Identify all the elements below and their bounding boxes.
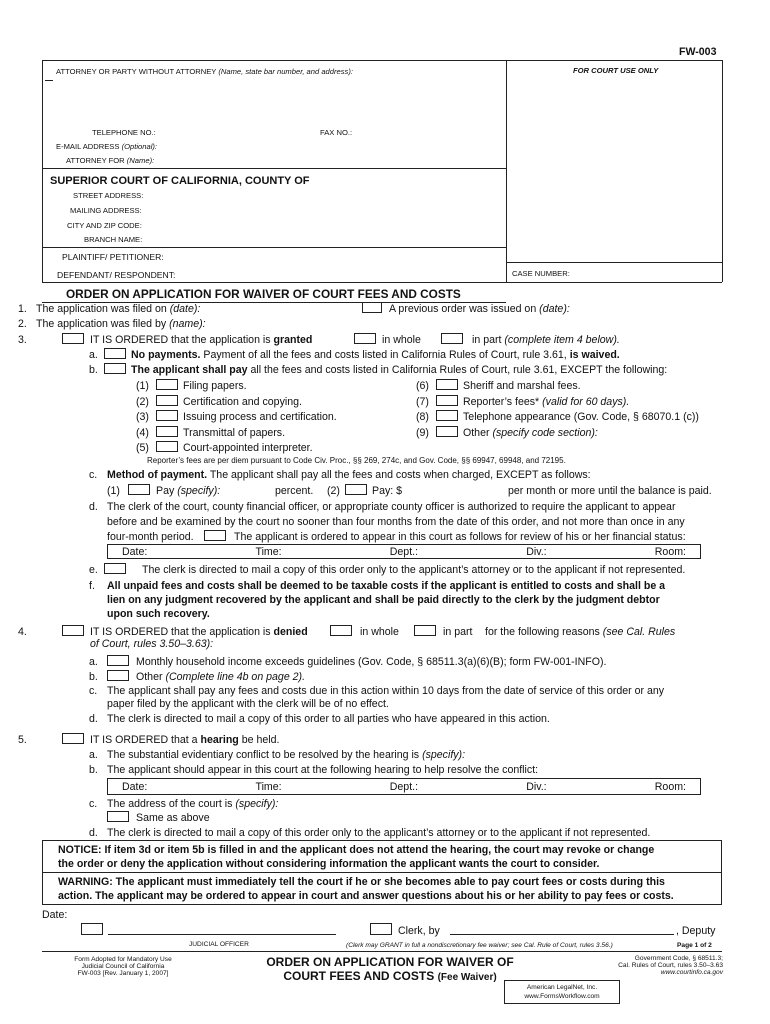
denied-in-part-checkbox[interactable] [414, 625, 436, 636]
item-4a-letter: a. [89, 656, 98, 668]
attorney-for-text: ATTORNEY FOR [66, 156, 125, 165]
item-3-granted: granted [273, 334, 313, 346]
item-5b-text: The applicant should appear in this court at the following hearing to help resolve the conflict: [107, 764, 539, 776]
income-exceeds-checkbox[interactable] [107, 655, 129, 666]
footer-title-sub: (Fee Waiver) [437, 972, 497, 983]
court-name: SUPERIOR COURT OF CALIFORNIA, COUNTY OF [50, 175, 310, 187]
hearing-room-label: Room: [654, 780, 686, 793]
is-waived-label: is waived. [569, 349, 620, 361]
branch-name-label: BRANCH NAME: [84, 235, 143, 244]
other-code-checkbox[interactable] [436, 426, 458, 437]
telephone-label: TELEPHONE NO.: [92, 128, 156, 137]
telephone-appearance-checkbox[interactable] [436, 410, 458, 421]
no-payments-label: No payments. [131, 349, 201, 361]
clerk-signature-line [450, 934, 674, 935]
sub-3-number: (3) [136, 411, 149, 423]
item-4c-letter: c. [89, 685, 98, 697]
footer-left [48, 956, 198, 977]
city-zip-label: CITY AND ZIP CODE: [67, 221, 142, 230]
item-5-text [90, 734, 279, 746]
caption-bottom-border [42, 282, 722, 283]
notice-warning-divider [42, 872, 722, 873]
mailing-address-label: MAILING ADDRESS: [70, 206, 142, 215]
page-number: Page 1 of 2 [677, 942, 712, 949]
denied-in-part-label: in part [443, 626, 473, 638]
percent-label: percent. [275, 485, 314, 497]
item-3b-checkbox[interactable] [104, 363, 126, 374]
email-label-optional: (Optional): [121, 142, 158, 151]
item-5d-letter: d. [89, 827, 98, 839]
item-3d-line-3b: The applicant is ordered to appear in this court as follows for review of his or her financial status: [234, 531, 686, 543]
transmittal-checkbox[interactable] [156, 426, 178, 437]
judicial-officer-checkbox[interactable] [81, 923, 103, 935]
filing-papers-label: Filing papers. [183, 380, 247, 392]
sub-8-number: (8) [416, 411, 429, 423]
item-3b-letter: b. [89, 364, 98, 376]
review-time-label: Time: [255, 545, 282, 558]
denied-in-whole-label: in whole [360, 626, 399, 638]
item-5-checkbox[interactable] [62, 733, 84, 744]
item-4c-line-1: The applicant shall pay any fees and costs due in this action within 10 days from the date of service of this order or any [107, 685, 665, 697]
attorney-for-sub: (Name): [126, 156, 155, 165]
other-code-label: Other [463, 427, 490, 439]
method-of-payment-label: Method of payment. [107, 469, 208, 481]
item-3d-letter: d. [89, 501, 98, 513]
attorney-label-text: ATTORNEY OR PARTY WITHOUT ATTORNEY [56, 67, 217, 76]
item-3c-body: The applicant shall pay all the fees and costs when charged, EXCEPT as follows: [209, 469, 591, 481]
item-3a-body: Payment of all the fees and costs listed in California Rules of Court, rule 3.61, [203, 349, 567, 361]
item-4-number: 4. [18, 626, 27, 638]
deputy-label: , Deputy [676, 925, 716, 937]
footer-title-line-2 [258, 969, 522, 985]
hearing-time-label: Time: [255, 780, 282, 793]
judicial-officer-line [108, 934, 336, 935]
same-as-above-checkbox[interactable] [107, 811, 129, 822]
issuing-process-label: Issuing process and certification. [183, 411, 337, 423]
item-3b-text [131, 364, 667, 376]
attorney-mark [45, 80, 53, 81]
item-1-date-label: (date): [169, 303, 201, 315]
sheriff-checkbox[interactable] [436, 379, 458, 390]
item-5c-text [107, 798, 278, 810]
item-5a-text [107, 749, 465, 761]
item-2-number: 2. [18, 318, 27, 330]
case-number-label: CASE NUMBER: [512, 269, 570, 278]
pay-monthly-checkbox[interactable] [345, 484, 367, 495]
per-month-label: per month or more until the balance is paid. [508, 485, 712, 497]
hearing-date-label: Date: [122, 780, 148, 793]
court-use-label: FOR COURT USE ONLY [573, 66, 659, 75]
sub-1-number: (1) [136, 380, 149, 392]
item-3-number: 3. [18, 334, 27, 346]
previous-order-checkbox[interactable] [362, 302, 382, 313]
denial-reasons-text [485, 626, 675, 638]
notice-line-2: the order or deny the application without considering information the applicant wants the court to consider. [58, 858, 600, 870]
item-3c-letter: c. [89, 469, 98, 481]
item-4-text [90, 626, 308, 638]
item-3c-text [107, 469, 591, 481]
item-5-hearing: hearing [200, 734, 239, 746]
sub-9-number: (9) [416, 427, 429, 439]
publisher-name: American LegalNet, Inc. [526, 984, 598, 991]
sub-2-number: (2) [136, 396, 149, 408]
sheriff-label: Sheriff and marshal fees. [463, 380, 581, 392]
item-5d-text: The clerk is directed to mail a copy of this order only to the applicant’s attorney or to the applicant if not represented. [107, 827, 651, 839]
attorney-label [56, 67, 353, 76]
item-3d-line-2: before and be examined by the court no sooner than four months from the date of this order, and not more than once in any [107, 516, 685, 528]
item-3f-line-3: upon such recovery. [107, 608, 210, 620]
item-4-checkbox[interactable] [62, 625, 84, 636]
footer-title [258, 955, 522, 985]
denied-other-note: (Complete line 4b on page 2). [165, 671, 306, 683]
item-4d-letter: d. [89, 713, 98, 725]
review-dept-label: Dept.: [389, 545, 419, 558]
caption-right-border [722, 60, 723, 282]
form-adopted-label: Form Adopted for Mandatory Use [74, 956, 172, 963]
denied-other-checkbox[interactable] [107, 670, 129, 681]
granted-in-part-note: (complete item 4 below). [504, 334, 620, 346]
item-3e-text: The clerk is directed to mail a copy of this order only to the applicant’s attorney or to the applicant if not represented. [142, 564, 686, 576]
review-room-label: Room: [654, 545, 686, 558]
footer-title-main: COURT FEES AND COSTS [283, 969, 435, 983]
caption-top-border [42, 60, 722, 61]
other-code-text [463, 427, 598, 439]
sub-5-number: (5) [136, 442, 149, 454]
pay-percent-text [156, 485, 220, 497]
email-label [56, 142, 157, 151]
denial-rules-ref: (see Cal. Rules [602, 626, 676, 638]
transmittal-label: Transmittal of papers. [183, 427, 286, 439]
plaintiff-label: PLAINTIFF/ PETITIONER: [62, 252, 164, 262]
reporter-fees-label: Reporter’s fees* [463, 396, 540, 408]
item-1-label: The application was filed on [36, 303, 167, 315]
denied-other-label: Other [136, 671, 163, 683]
government-code-ref: Government Code, § 68511.3; [634, 955, 723, 962]
item-3b-body: all the fees and costs listed in California Rules of Court, rule 3.61, EXCEPT the following: [250, 364, 668, 376]
item-3e-checkbox[interactable] [104, 563, 126, 574]
denied-other-text [136, 671, 305, 683]
order-title: ORDER ON APPLICATION FOR WAIVER OF COURT FEES AND COSTS [66, 287, 461, 301]
item-4d-text: The clerk is directed to mail a copy of this order to all parties who have appeared in this action. [107, 713, 550, 725]
item-3-checkbox[interactable] [62, 333, 84, 344]
clerk-by-label: Clerk, by [398, 925, 440, 937]
previous-order-date-label: (date): [539, 303, 570, 315]
review-hearing-row [107, 544, 701, 559]
footer-title-line-1: ORDER ON APPLICATION FOR WAIVER OF [266, 955, 514, 969]
interpreter-checkbox[interactable] [156, 441, 178, 452]
conflict-hearing-row [107, 778, 701, 795]
caption-court-line [42, 168, 506, 169]
item-3a-letter: a. [89, 349, 98, 361]
pay-percent-specify: (specify): [177, 485, 221, 497]
email-label-text: E-MAIL ADDRESS [56, 142, 120, 151]
filing-papers-checkbox[interactable] [156, 379, 178, 390]
item-3-label: IT IS ORDERED that the application is [90, 334, 271, 346]
judicial-council-label: Judicial Council of California [81, 963, 165, 970]
hearing-dept-label: Dept.: [389, 780, 419, 793]
previous-order-text [389, 303, 570, 315]
caption-party-line [42, 247, 506, 248]
denial-reasons-label: for the following reasons [485, 626, 600, 638]
granted-in-part-label: in part [472, 334, 502, 346]
item-2-label: The application was filed by [36, 318, 167, 330]
footer-right [576, 955, 723, 976]
review-date-label: Date: [122, 545, 148, 558]
item-5c-specify: (specify): [235, 798, 279, 810]
sub-4-number: (4) [136, 427, 149, 439]
pay-option-2-number: (2) [327, 485, 340, 497]
warning-line-1: WARNING: The applicant must immediately tell the court if he or she becomes able to pay court fees or costs during this [58, 876, 665, 888]
form-revision-label: FW-003 [Rev. January 1, 2007] [77, 970, 169, 977]
interpreter-label: Court-appointed interpreter. [183, 442, 313, 454]
attorney-for-label [66, 156, 154, 165]
hearing-div-label: Div.: [526, 780, 547, 793]
item-2-name-label: (name): [169, 318, 206, 330]
granted-in-part-text [472, 334, 620, 346]
item-3f-letter: f. [89, 580, 95, 592]
item-5-end: be held. [241, 734, 280, 746]
other-code-note: (specify code section): [492, 427, 598, 439]
item-5-label: IT IS ORDERED that a [90, 734, 198, 746]
pay-monthly-label: Pay: $ [372, 485, 403, 497]
item-3f-line-2: lien on any judgment recovered by the applicant and shall be paid directly to the clerk by the judgment debtor [107, 594, 660, 606]
issuing-process-checkbox[interactable] [156, 410, 178, 421]
attorney-label-sub: (Name, state bar number, and address): [218, 67, 353, 76]
item-3e-letter: e. [89, 564, 98, 576]
item-3-text [90, 334, 312, 346]
item-3d-line-3: four-month period. [107, 531, 194, 543]
granted-in-part-checkbox[interactable] [441, 333, 463, 344]
granted-in-whole-label: in whole [382, 334, 421, 346]
warning-line-2: action. The applicant may be ordered to appear in court and answer questions about his or her ability to pay fees or costs. [58, 890, 674, 902]
granted-in-whole-checkbox[interactable] [354, 333, 376, 344]
sub-6-number: (6) [416, 380, 429, 392]
item-4b-letter: b. [89, 671, 98, 683]
item-4-denied: denied [273, 626, 308, 638]
street-address-label: STREET ADDRESS: [73, 191, 144, 200]
publisher-url[interactable]: www.FormsWorkflow.com [524, 993, 600, 1000]
pay-percent-label: Pay [156, 485, 175, 497]
footer-rule [42, 951, 722, 952]
item-4c-line-2: paper filed by the applicant with the clerk will be of no effect. [107, 698, 389, 710]
item-5b-letter: b. [89, 764, 98, 776]
item-1-number: 1. [18, 303, 27, 315]
item-5a-label: The substantial evidentiary conflict to be resolved by the hearing is [107, 749, 420, 761]
review-hearing-checkbox[interactable] [204, 530, 226, 541]
form-id: FW-003 [679, 46, 717, 58]
notice-line-1: NOTICE: If item 3d or item 5b is filled in and the applicant does not attend the hearing, the court may revoke or change [58, 844, 655, 856]
reporter-fees-checkbox[interactable] [436, 395, 458, 406]
fax-label: FAX NO.: [320, 128, 353, 137]
clerk-grant-note: (Clerk may GRANT in full a nondiscretionary fee waiver; see Cal. Rule of Court, rules 3.56.) [346, 942, 613, 949]
reporter-fees-note: (valid for 60 days). [542, 396, 630, 408]
caption-left-border [42, 60, 43, 282]
item-1-text [36, 303, 200, 315]
clerk-checkbox[interactable] [370, 923, 392, 935]
denial-rules-ref-2: of Court, rules 3.50–3.63): [90, 638, 214, 650]
item-4-label: IT IS ORDERED that the application is [90, 626, 271, 638]
telephone-appearance-label: Telephone appearance (Gov. Code, § 68070.1 (c)) [463, 411, 699, 423]
pay-option-1-number: (1) [107, 485, 120, 497]
item-5a-letter: a. [89, 749, 98, 761]
denied-in-whole-checkbox[interactable] [330, 625, 352, 636]
defendant-label: DEFENDANT/ RESPONDENT: [57, 270, 176, 280]
same-as-above-label: Same as above [136, 812, 210, 824]
caption-divider [506, 60, 507, 282]
caption-case-line [506, 262, 722, 263]
judicial-officer-label: JUDICIAL OFFICER [189, 941, 249, 948]
signature-date-label: Date: [42, 909, 68, 921]
certification-checkbox[interactable] [156, 395, 178, 406]
rules-of-court-ref: Cal. Rules of Court, rules 3.50–3.63 [618, 962, 723, 969]
applicant-shall-pay-label: The applicant shall pay [131, 364, 248, 376]
item-3d-line-1: The clerk of the court, county financial officer, or appropriate county officer is authorized to require the applicant to appear [107, 501, 676, 513]
item-3a-checkbox[interactable] [104, 348, 126, 359]
item-5c-label: The address of the court is [107, 798, 233, 810]
income-exceeds-label: Monthly household income exceeds guidelines (Gov. Code, § 68511.3(a)(6)(B); form FW-001-INFO). [136, 656, 607, 668]
previous-order-label: A previous order was issued on [389, 303, 537, 315]
publisher-box [504, 980, 620, 1004]
item-2-text [36, 318, 206, 330]
item-5c-letter: c. [89, 798, 98, 810]
item-3a-text [131, 349, 620, 361]
pay-percent-checkbox[interactable] [128, 484, 150, 495]
reporter-fees-text [463, 396, 629, 408]
reporter-fees-footnote: Reporter’s fees are per diem pursuant to Code Civ. Proc., §§ 269, 274c, and Gov. Code, §§ 69947, 69948, and 72195. [147, 456, 566, 465]
item-3f-line-1: All unpaid fees and costs shall be deemed to be taxable costs if the applicant is entitled to costs and shall be a [107, 580, 666, 592]
review-div-label: Div.: [526, 545, 547, 558]
item-5a-specify: (specify): [422, 749, 466, 761]
sub-7-number: (7) [416, 396, 429, 408]
item-5-number: 5. [18, 734, 27, 746]
certification-label: Certification and copying. [183, 396, 302, 408]
courtinfo-url[interactable]: www.courtinfo.ca.gov [660, 969, 723, 976]
